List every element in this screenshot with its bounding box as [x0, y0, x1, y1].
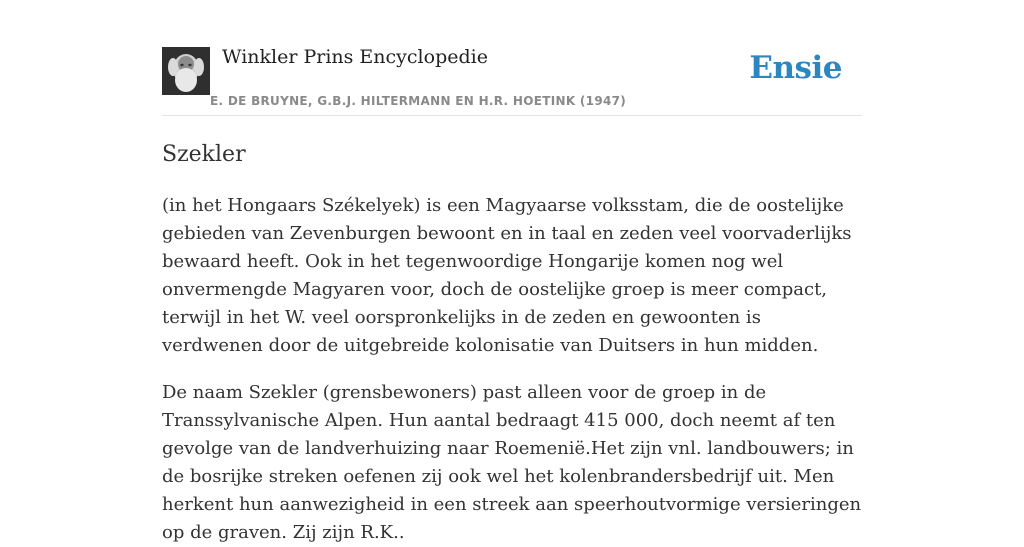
header [162, 0, 862, 116]
entry-paragraph-1: (in het Hongaars Székelyek) is een Magyaarse volksstam, die de oostelijke gebieden van Zevenburgen bewoont en in taal en zeden veel voorvaderlijks bewaard heeft. Ook in het tegenwoordige Hongarije komen nog wel onvermengde Magyaren voor, doch de oostelijke groep is meer compact, terwijl in het W. veel oorspronkelijks in de zeden en gewoonten is verdwenen door de uitgebreide kolonisatie van Duitsers in hun midden. [162, 195, 852, 356]
portrait-photo-icon [162, 47, 210, 95]
entry-paragraph-2: De naam Szekler (grensbewoners) past alleen voor de groep in de Transsylvanische Alpen. Hun aantal bedraagt 415 000, doch neemt af ten gevolge van de landverhuizing naar Roemenië.Het zijn vnl. landbouwers; in de bosrijke streken oefenen zij ook wel het kolenbrandersbedrijf uit. Men herkent hun aanwezigheid in een streek aan speerhoutvormige versieringen op de graven. Zij zijn R.K.. [162, 382, 862, 543]
entry-body [162, 192, 862, 547]
page [162, 0, 862, 547]
author-avatar [162, 47, 210, 95]
ensie-logo[interactable]: Ensie [749, 50, 842, 86]
book-title[interactable]: Winkler Prins Encyclopedie [222, 46, 488, 68]
entry-title: Szekler [162, 142, 246, 167]
authors-line: E. DE BRUYNE, G.B.J. HILTERMANN EN H.R. HOETINK (1947) [210, 94, 627, 108]
